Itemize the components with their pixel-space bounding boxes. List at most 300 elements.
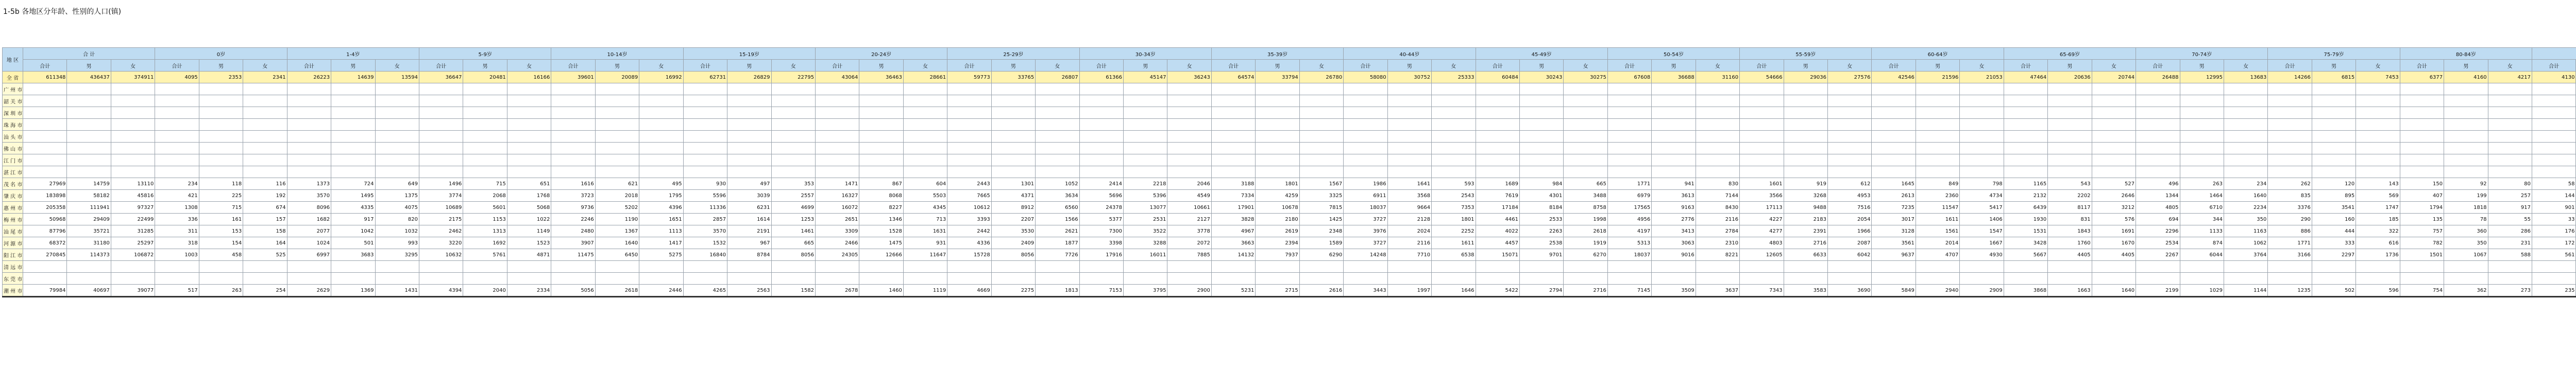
table-cell [1828,83,1872,95]
header-sub-label: 男 [727,60,771,72]
table-cell: 362 [2444,285,2488,297]
table-cell: 7334 [1211,190,1255,202]
table-cell: 18037 [1607,249,1651,261]
table-cell [1387,107,1431,119]
table-cell [2444,166,2488,178]
table-cell [1167,261,1211,273]
table-cell: 4734 [1960,190,2004,202]
table-cell [595,131,639,143]
row-region-label: 茂 名 市 [3,178,23,190]
table-cell: 2533 [1519,214,1563,225]
table-cell: 4095 [155,72,199,83]
table-cell: 3220 [419,237,463,249]
table-cell [2004,143,2047,154]
table-cell: 2263 [1519,225,1563,237]
table-cell: 154 [199,237,243,249]
table-cell [1476,261,1519,273]
table-cell: 1406 [1960,214,2004,225]
header-sub-label: 男 [1256,60,1299,72]
table-cell [67,95,111,107]
table-cell: 1301 [991,178,1035,190]
table-cell [1211,131,1255,143]
table-cell: 1523 [507,237,551,249]
table-cell [2268,261,2312,273]
table-cell: 135 [2400,214,2444,225]
table-cell: 30752 [1387,72,1431,83]
table-cell: 97327 [111,202,155,214]
table-cell: 7815 [1299,202,1343,214]
table-cell: 2784 [1696,225,1739,237]
table-cell: 36647 [419,72,463,83]
table-cell [639,143,683,154]
table-cell: 1190 [595,214,639,225]
table-cell [1432,95,1476,107]
table-cell: 1052 [1036,178,1079,190]
header-sub-label: 女 [771,60,815,72]
table-cell: 14639 [331,72,375,83]
table-cell: 1801 [1432,214,1476,225]
table-cell [1432,273,1476,285]
table-cell [111,131,155,143]
table-cell: 1253 [771,214,815,225]
table-cell: 14132 [1211,249,1255,261]
table-cell: 6290 [1299,249,1343,261]
table-cell [199,131,243,143]
table-cell: 150 [2400,178,2444,190]
table-cell [859,83,903,95]
table-cell: 1373 [287,178,331,190]
table-cell: 8784 [727,249,771,261]
table-cell [2532,154,2576,166]
table-cell: 4197 [1607,225,1651,237]
table-cell: 1611 [1916,214,1959,225]
table-cell: 4669 [947,285,991,297]
table-cell [1960,83,2004,95]
table-cell: 17184 [1476,202,1519,214]
table-cell [1167,273,1211,285]
header-sub-label: 合计 [551,60,595,72]
table-cell: 4457 [1476,237,1519,249]
table-cell: 1801 [1256,178,1299,190]
table-cell [2356,95,2400,107]
table-cell [1344,131,1387,143]
table-cell [1960,143,2004,154]
table-cell [2400,166,2444,178]
table-cell [1256,95,1299,107]
table-cell: 11336 [683,202,727,214]
table-cell [2444,154,2488,166]
table-cell [2488,95,2532,107]
table-cell [2180,261,2224,273]
table-cell [199,154,243,166]
table-cell: 3166 [2268,249,2312,261]
table-cell: 527 [2092,178,2136,190]
header-age-group: 25-29岁 [947,48,1079,60]
table-cell [2400,143,2444,154]
table-cell [287,107,331,119]
table-cell: 87796 [23,225,67,237]
table-cell [111,154,155,166]
table-cell [155,83,199,95]
table-cell: 8227 [859,202,903,214]
table-cell: 36463 [859,72,903,83]
table-cell: 3295 [375,249,419,261]
table-cell: 1818 [2444,202,2488,214]
table-cell: 7665 [947,190,991,202]
table-cell [1344,166,1387,178]
table-cell [2092,107,2136,119]
header-sub-label: 合计 [155,60,199,72]
table-cell [243,143,287,154]
table-cell [287,131,331,143]
table-cell [111,166,155,178]
table-cell [2400,83,2444,95]
table-cell: 22795 [771,72,815,83]
table-cell [1696,83,1739,95]
table-cell [1740,131,1784,143]
table-cell: 4953 [1828,190,1872,202]
row-region-label: 江 门 市 [3,154,23,166]
table-cell [2312,107,2355,119]
table-cell: 501 [331,237,375,249]
table-cell [2312,131,2355,143]
table-cell [2400,107,2444,119]
table-cell: 1646 [1432,285,1476,297]
table-cell [1344,154,1387,166]
table-cell: 158 [243,225,287,237]
header-age-group: 80-84岁 [2400,48,2532,60]
table-cell: 674 [243,202,287,214]
table-cell [1652,83,1696,95]
table-cell: 2068 [463,190,507,202]
table-cell [1256,131,1299,143]
table-cell: 4967 [1211,225,1255,237]
table-row [3,225,2576,237]
table-cell [287,261,331,273]
header-age-group: 65-69岁 [2004,48,2136,60]
table-cell [1036,131,1079,143]
table-cell: 24378 [1079,202,1123,214]
table-cell [2180,83,2224,95]
table-cell: 1067 [2444,249,2488,261]
table-cell: 1645 [1872,178,1916,190]
table-cell: 1670 [2092,237,2136,249]
table-cell: 1531 [2004,225,2047,237]
table-cell: 1346 [859,214,903,225]
header-age-group: 55-59岁 [1740,48,1872,60]
table-cell: 5231 [1211,285,1255,297]
table-cell [67,273,111,285]
table-cell: 2480 [551,225,595,237]
table-cell [1872,95,1916,107]
table-cell: 15071 [1476,249,1519,261]
table-cell [771,166,815,178]
table-cell: 5275 [639,249,683,261]
table-cell [2180,273,2224,285]
table-cell: 2646 [2092,190,2136,202]
table-cell: 92 [2444,178,2488,190]
table-cell [2136,83,2180,95]
table-cell: 1582 [771,285,815,297]
table-cell: 2246 [551,214,595,225]
table-cell [2356,119,2400,131]
table-cell: 111941 [67,202,111,214]
table-cell: 3488 [1564,190,1607,202]
table-cell: 5696 [1079,190,1123,202]
table-cell [2136,166,2180,178]
table-cell [683,143,727,154]
table-cell [2180,143,2224,154]
table-cell [1564,95,1607,107]
table-cell [991,166,1035,178]
table-cell [1652,143,1696,154]
table-cell [2356,107,2400,119]
table-cell [903,273,947,285]
table-cell [1344,143,1387,154]
table-cell [199,95,243,107]
table-cell [243,131,287,143]
table-cell: 1024 [287,237,331,249]
table-cell [243,273,287,285]
table-cell [2312,95,2355,107]
table-cell: 1032 [375,225,419,237]
table-cell [199,166,243,178]
table-cell: 2024 [1387,225,1431,237]
table-cell [2312,166,2355,178]
header-sub-label: 男 [2312,60,2355,72]
table-cell: 1667 [1960,237,2004,249]
table-cell [1607,131,1651,143]
table-row [3,273,2576,285]
table-cell: 1747 [2356,202,2400,214]
table-cell: 1369 [331,285,375,297]
table-cell [2532,95,2576,107]
table-cell [419,154,463,166]
table-cell: 2543 [1432,190,1476,202]
table-cell [683,154,727,166]
table-cell [903,154,947,166]
table-cell [419,273,463,285]
table-cell [1828,261,1872,273]
table-cell [243,261,287,273]
table-cell [1124,95,1167,107]
table-cell [1432,83,1476,95]
table-cell [1916,107,1959,119]
table-cell: 4345 [903,202,947,214]
table-cell: 4130 [2532,72,2576,83]
table-cell: 13110 [111,178,155,190]
table-cell [1256,261,1299,273]
table-cell [595,261,639,273]
table-cell: 4160 [2444,72,2488,83]
table-cell [595,95,639,107]
table-cell [1916,83,1959,95]
table-cell [1476,273,1519,285]
table-cell [1167,83,1211,95]
table-cell [1960,119,2004,131]
table-cell: 8068 [859,190,903,202]
table-body [3,72,2576,297]
table-cell [771,119,815,131]
table-cell: 29409 [67,214,111,225]
table-cell [1167,107,1211,119]
table-cell: 831 [2048,214,2092,225]
table-cell: 917 [331,214,375,225]
table-cell: 611348 [23,72,67,83]
table-cell [155,261,199,273]
table-cell [507,131,551,143]
table-cell [2400,273,2444,285]
header-sub-label: 男 [1916,60,1959,72]
table-cell: 2014 [1916,237,1959,249]
table-cell [1652,154,1696,166]
table-cell [1916,119,1959,131]
table-cell: 8758 [1564,202,1607,214]
table-cell [1564,166,1607,178]
table-cell: 2716 [1784,237,1827,249]
table-cell [1211,83,1255,95]
table-cell [155,119,199,131]
table-cell: 78 [2444,214,2488,225]
table-cell: 1640 [595,237,639,249]
table-cell [1740,107,1784,119]
table-cell [639,273,683,285]
table-cell: 8056 [771,249,815,261]
table-cell: 1133 [2180,225,2224,237]
table-cell [859,131,903,143]
table-cell: 1663 [2048,285,2092,297]
table-cell: 665 [771,237,815,249]
table-cell: 2267 [2136,249,2180,261]
table-cell [331,131,375,143]
table-cell: 2127 [1167,214,1211,225]
table-cell [1387,95,1431,107]
header-sub-label: 合计 [2400,60,2444,72]
table-cell: 28661 [903,72,947,83]
table-cell: 2087 [1828,237,1872,249]
table-cell [1299,107,1343,119]
table-cell: 8184 [1519,202,1563,214]
table-cell [2488,83,2532,95]
table-cell: 322 [2356,225,2400,237]
table-cell: 2462 [419,225,463,237]
table-cell: 3428 [2004,237,2047,249]
table-cell: 2534 [2136,237,2180,249]
table-row [3,214,2576,225]
table-row [3,143,2576,154]
table-cell [2312,119,2355,131]
table-cell: 311 [155,225,199,237]
table-cell: 2077 [287,225,331,237]
table-cell: 569 [2356,190,2400,202]
table-cell [947,95,991,107]
table-cell [1916,143,1959,154]
table-cell: 47464 [2004,72,2047,83]
table-cell [595,119,639,131]
table-cell [1387,261,1431,273]
table-cell: 5422 [1476,285,1519,297]
header-sub-label: 男 [1124,60,1167,72]
table-cell [1344,119,1387,131]
table-cell [947,83,991,95]
table-cell: 9736 [551,202,595,214]
table-cell: 9016 [1652,249,1696,261]
table-cell [771,131,815,143]
table-cell: 1119 [903,285,947,297]
table-cell [375,154,419,166]
table-cell: 2334 [507,285,551,297]
table-cell [419,166,463,178]
population-table [2,47,2576,297]
table-cell [2180,119,2224,131]
table-cell: 263 [2180,178,2224,190]
table-cell [2312,83,2355,95]
table-cell: 1760 [2048,237,2092,249]
table-cell: 6997 [287,249,331,261]
table-cell [1256,166,1299,178]
table-cell [903,107,947,119]
table-cell [243,119,287,131]
table-cell [1079,131,1123,143]
table-cell [595,154,639,166]
table-cell: 3530 [991,225,1035,237]
table-cell: 7153 [1079,285,1123,297]
table-cell [67,131,111,143]
header-sub-label: 女 [507,60,551,72]
table-cell [1960,107,2004,119]
header-sub-label: 男 [199,60,243,72]
table-cell [947,143,991,154]
table-cell [2224,131,2267,143]
header-sub-label: 男 [595,60,639,72]
table-cell: 8221 [1696,249,1739,261]
table-cell [2268,83,2312,95]
header-sub-label: 女 [1828,60,1872,72]
table-cell [551,83,595,95]
table-cell: 2132 [2004,190,2047,202]
table-cell: 4803 [1740,237,1784,249]
table-cell: 1153 [463,214,507,225]
table-cell [1036,119,1079,131]
table-cell [243,83,287,95]
table-cell [1387,119,1431,131]
table-cell: 3128 [1872,225,1916,237]
header-sub-label: 男 [991,60,1035,72]
header-sub-label: 女 [243,60,287,72]
table-cell [551,143,595,154]
table-cell: 3288 [1124,237,1167,249]
table-cell: 6815 [2312,72,2355,83]
table-cell: 2651 [815,214,859,225]
table-cell [595,273,639,285]
table-cell [1564,143,1607,154]
table-cell [1256,119,1299,131]
table-cell [1079,273,1123,285]
table-row [3,237,2576,249]
table-cell [1299,273,1343,285]
table-cell [1036,273,1079,285]
table-cell [551,119,595,131]
table-cell [1124,261,1167,273]
table-cell [1960,154,2004,166]
table-cell: 20481 [463,72,507,83]
table-cell: 4265 [683,285,727,297]
table-cell: 3764 [2224,249,2267,261]
table-cell: 2353 [199,72,243,83]
table-cell [287,273,331,285]
table-cell: 2234 [2224,202,2267,214]
table-cell: 993 [375,237,419,249]
